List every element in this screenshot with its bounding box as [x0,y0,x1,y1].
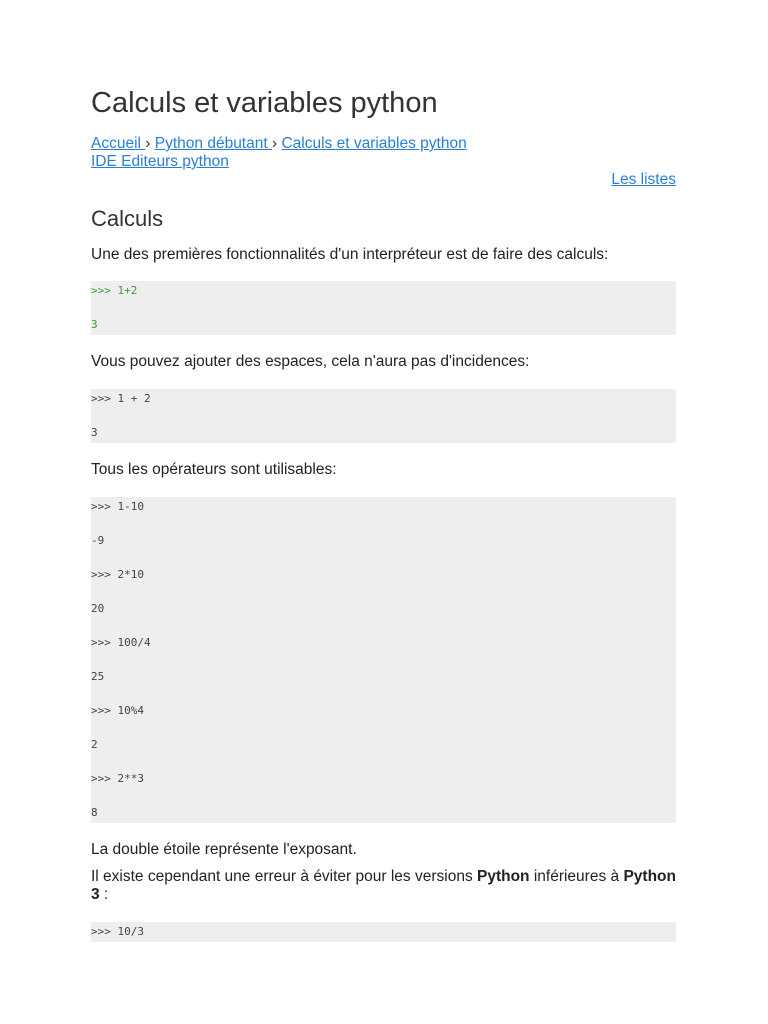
paragraph-warning [91,868,676,904]
article [91,84,676,942]
code-line: 25 [91,670,105,683]
nav-next-link[interactable]: Les listes [611,171,676,188]
code-line: 3 [91,426,98,439]
nav-prev-row [91,153,676,171]
paragraph-operators: Tous les opérateurs sont utilisables: [91,461,337,478]
breadcrumb-separator: › [145,135,151,152]
code-line: >>> 1 + 2 [91,392,151,405]
section-title: Calculs [91,206,164,231]
code-line: >>> 1-10 [91,500,144,513]
code-block-1 [91,281,676,335]
code-line: >>> 10%4 [91,704,144,717]
code-block-2 [91,389,676,443]
code-line: 8 [91,806,98,819]
paragraph-spaces: Vous pouvez ajouter des espaces, cela n'aura pas d'incidences: [91,353,530,370]
page-title: Calculs et variables python [91,87,438,119]
code-block-3 [91,497,676,823]
warning-bold-python3: Python 3 [91,868,676,903]
code-line: >>> 100/4 [91,636,151,649]
breadcrumb-python-debutant[interactable]: Python débutant [154,135,272,152]
nav-next-row [91,171,676,189]
code-line: 20 [91,602,105,615]
warning-text: : [99,886,109,903]
breadcrumb-accueil[interactable]: Accueil [91,135,146,152]
warning-text: Il existe cependant une erreur à éviter pour les versions [91,868,477,885]
code-line: 3 [91,318,98,331]
code-line: 2 [91,738,98,751]
breadcrumb [91,135,676,153]
code-line: >>> 1+2 [91,284,138,297]
code-line: >>> 2*10 [91,568,144,581]
code-line: >>> 2**3 [91,772,144,785]
breadcrumb-current[interactable]: Calculs et variables python [281,135,467,152]
warning-bold-python: Python [477,868,530,885]
paragraph-intro: Une des premières fonctionnalités d'un interpréteur est de faire des calculs: [91,246,609,263]
breadcrumb-separator: › [271,135,278,152]
code-block-4 [91,922,676,942]
code-line: -9 [91,534,105,547]
code-line: >>> 10/3 [91,925,144,938]
warning-text: inférieures à [529,868,624,885]
nav-prev-link[interactable]: IDE Editeurs python [91,153,229,170]
paragraph-exponent: La double étoile représente l'exposant. [91,841,357,858]
